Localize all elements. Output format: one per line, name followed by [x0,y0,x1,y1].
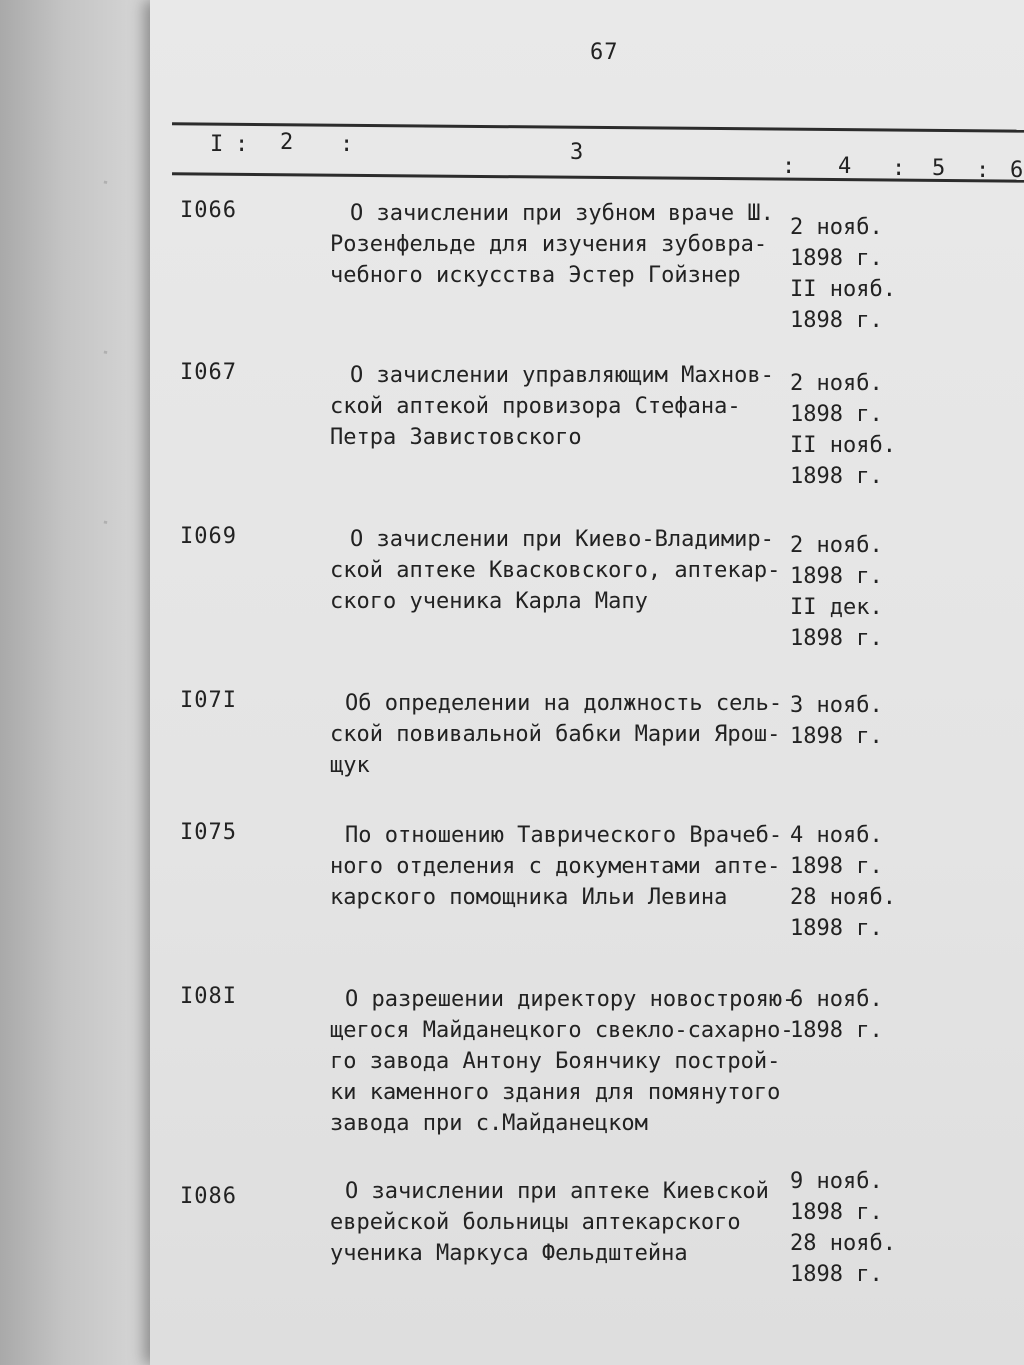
entry-description [330,360,790,453]
description-line: Об определении на должность сель- [345,691,783,716]
entry-description [330,820,790,913]
entry-dates [790,820,896,944]
date-line: 1898 г. [790,308,883,333]
description-line: Розенфельде для изучения зубовра- [330,232,768,257]
description-line: карского помощника Ильи Левина [330,885,728,910]
description-line: еврейской больницы аптекарского [330,1210,741,1235]
entry-number: I086 [180,1184,237,1209]
entry-dates [790,1166,896,1290]
header-sep: : [340,132,354,157]
date-line: II дек. [790,595,883,620]
date-line: 9 нояб. [790,1169,883,1194]
date-line: 1898 г. [790,246,883,271]
description-line: ской аптеке Квасковского, аптекар- [330,558,781,583]
date-line: 2 нояб. [790,371,883,396]
bleed-through-mark: · [93,513,121,532]
date-line: 28 нояб. [790,1231,896,1256]
date-line: 2 нояб. [790,215,883,240]
entry-description [330,688,790,781]
description-line: О зачислении при аптеке Киевской [345,1179,769,1204]
entry-number: I067 [180,360,237,385]
description-line: О зачислении управляющим Махнов- [350,363,774,388]
description-line: завода при с.Майданецком [330,1111,648,1136]
header-col-2: 2 [280,130,294,155]
date-line: 1898 г. [790,1262,883,1287]
description-line: ного отделения с документами апте- [330,854,781,879]
header-col-1: I [210,132,224,157]
description-line: ученика Маркуса Фельдштейна [330,1241,688,1266]
date-line: 1898 г. [790,564,883,589]
description-line: По отношению Таврического Врачеб- [345,823,783,848]
entry-dates [790,530,883,654]
header-col-3: 3 [570,140,584,165]
entry-description [330,524,790,617]
entry-number: I08I [180,984,237,1009]
date-line: II нояб. [790,277,896,302]
date-line: 1898 г. [790,626,883,651]
entry-number: I069 [180,524,237,549]
date-line: 4 нояб. [790,823,883,848]
entry-dates [790,690,883,752]
bleed-through-mark: · [93,173,121,192]
date-line: 1898 г. [790,724,883,749]
bleed-through-mark: · [93,343,121,362]
date-line: 1898 г. [790,464,883,489]
document-page [150,0,1024,1365]
description-line: щук [330,753,370,778]
description-line: щегося Майданецкого свекло-сахарно- [330,1018,794,1043]
header-sep: : [892,156,906,181]
entry-number: I075 [180,820,237,845]
entry-dates [790,212,896,336]
header-sep: : [235,132,249,157]
entry-dates [790,368,896,492]
entry-description [330,984,796,1139]
header-col-6: 6 [1010,158,1024,183]
date-line: 6 нояб. [790,987,883,1012]
date-line: 1898 г. [790,916,883,941]
description-line: ки каменного здания для помянутого [330,1080,781,1105]
description-line: го завода Антону Боянчику построй- [330,1049,781,1074]
description-line: ского ученика Карла Мапу [330,589,648,614]
entry-description [330,198,790,291]
entry-number: I066 [180,198,237,223]
left-page-edge [0,0,160,1365]
description-line: О зачислении при Киево-Владимир- [350,527,774,552]
entry-description [330,1176,790,1269]
date-line: 1898 г. [790,402,883,427]
header-sep: : [976,158,990,183]
date-line: 3 нояб. [790,693,883,718]
header-col-4: 4 [838,154,852,179]
date-line: 28 нояб. [790,885,896,910]
header-sep: : [782,154,796,179]
page-number: 67 [590,40,619,65]
description-line: чебного искусства Эстер Гойзнер [330,263,741,288]
description-line: Петра Завистовского [330,425,582,450]
date-line: 1898 г. [790,854,883,879]
header-top-rule [172,122,1024,133]
header-col-5: 5 [932,156,946,181]
description-line: О разрешении директору новострояю- [345,987,796,1012]
description-line: ской повивальной бабки Марии Ярош- [330,722,781,747]
description-line: О зачислении при зубном враче Ш. [350,201,774,226]
date-line: 2 нояб. [790,533,883,558]
description-line: ской аптекой провизора Стефана- [330,394,741,419]
date-line: II нояб. [790,433,896,458]
date-line: 1898 г. [790,1018,883,1043]
entry-number: I07I [180,688,237,713]
date-line: 1898 г. [790,1200,883,1225]
entry-dates [790,984,883,1046]
